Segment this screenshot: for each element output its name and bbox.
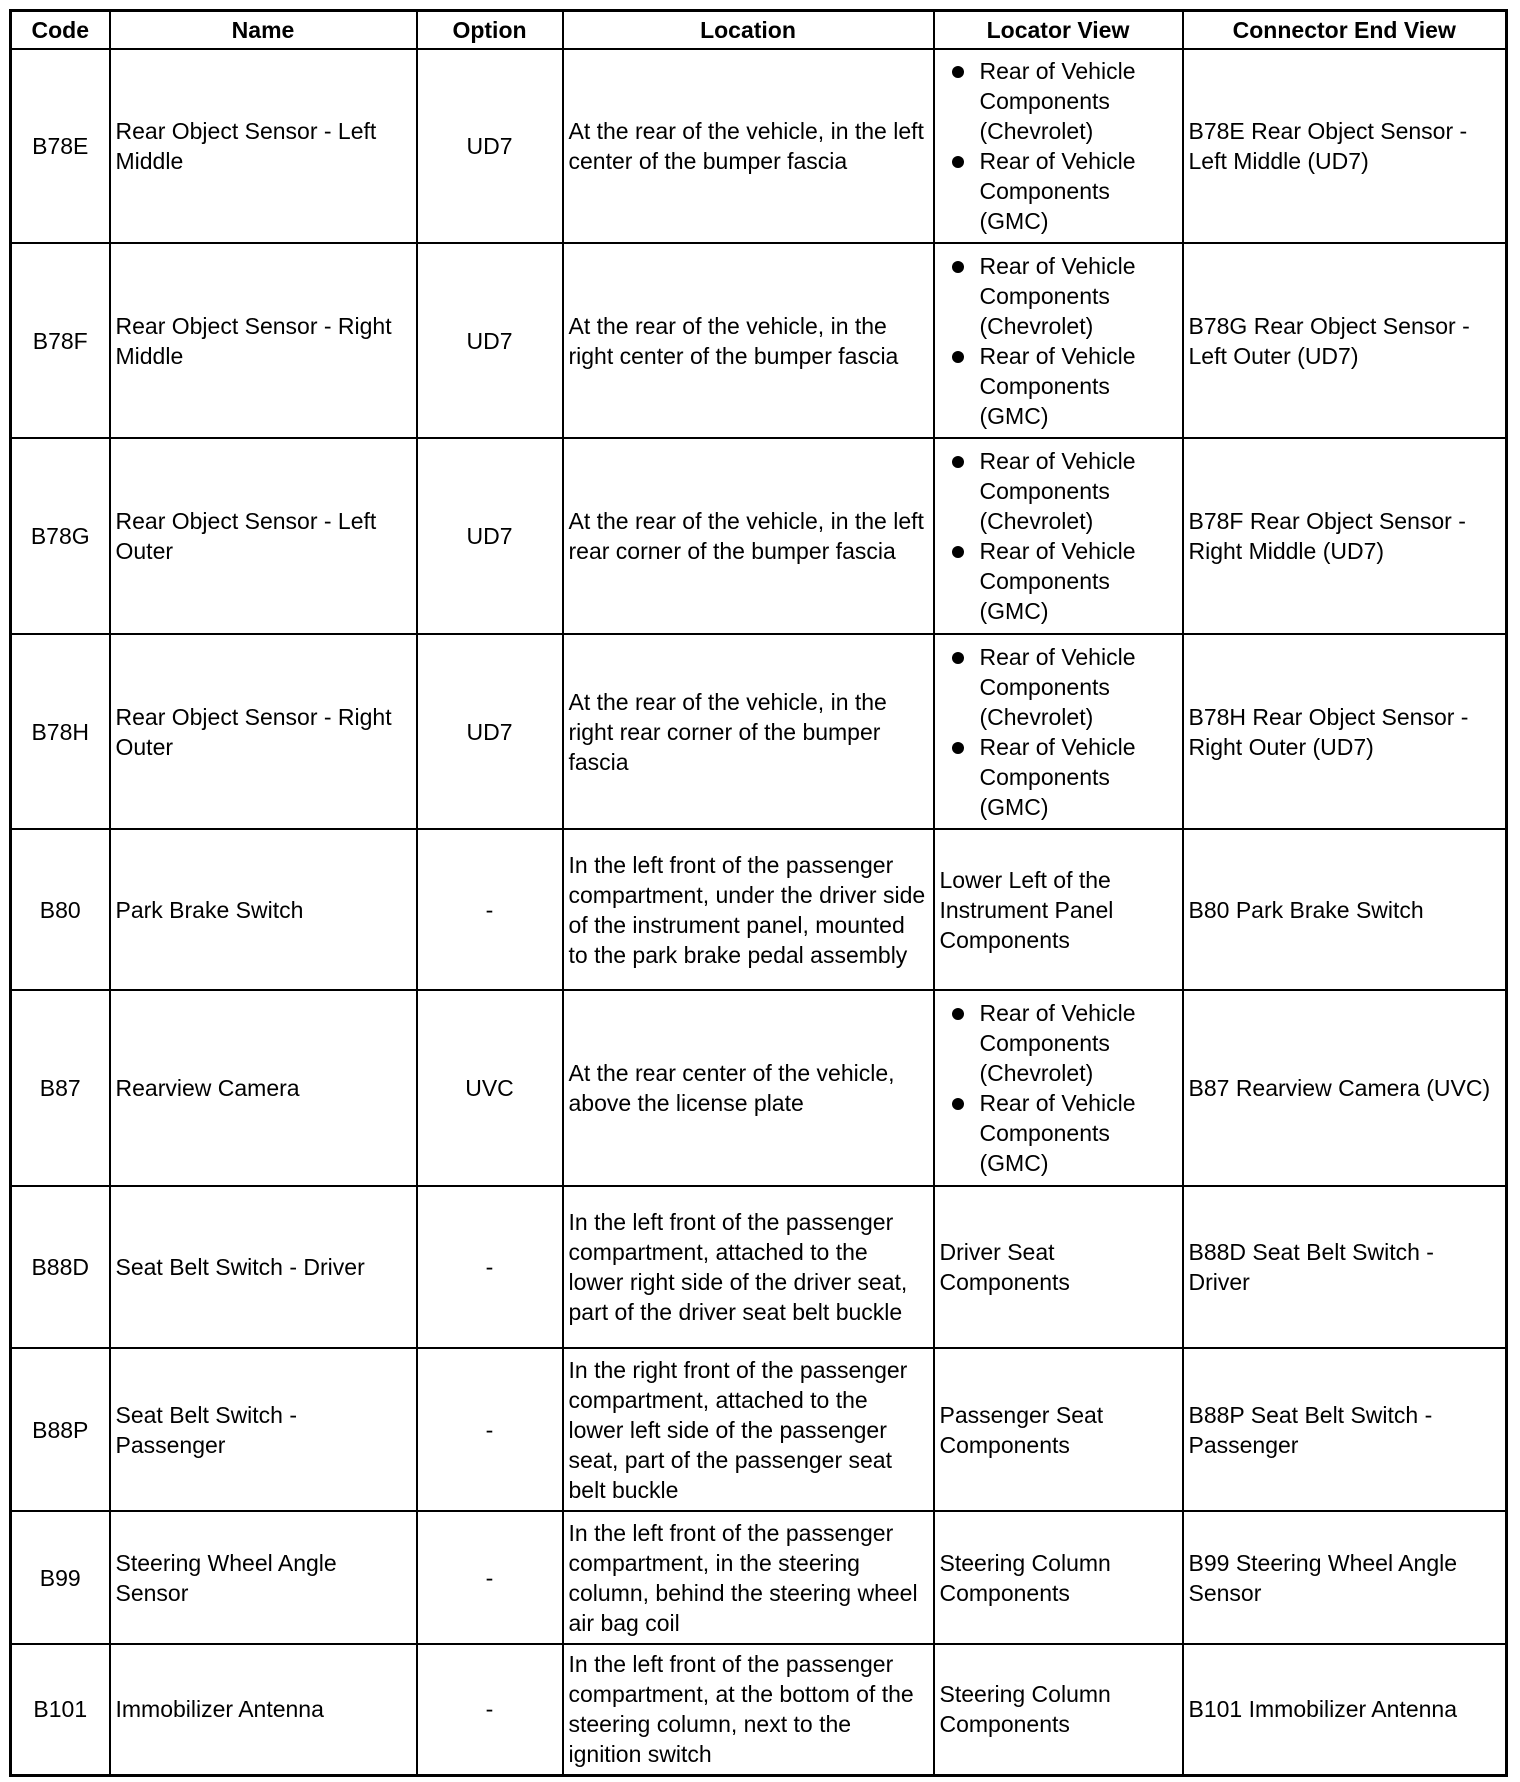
cell-option: - bbox=[417, 1186, 563, 1348]
cell-code: B78H bbox=[11, 634, 110, 829]
cell-option: UD7 bbox=[417, 243, 563, 438]
cell-option: - bbox=[417, 829, 563, 990]
cell-name: Park Brake Switch bbox=[110, 829, 417, 990]
table-row bbox=[11, 1644, 1507, 1775]
cell-connector-end-view[interactable]: B101 Immobilizer Antenna bbox=[1183, 1644, 1507, 1775]
locator-link[interactable]: Rear of Vehicle Components (GMC) bbox=[980, 146, 1177, 236]
header-locator-view: Locator View bbox=[934, 11, 1183, 50]
header-name: Name bbox=[110, 11, 417, 50]
locator-link[interactable]: Rear of Vehicle Components (Chevrolet) bbox=[980, 56, 1177, 146]
table-row bbox=[11, 1511, 1507, 1644]
cell-location: At the rear of the vehicle, in the left rear corner of the bumper fascia bbox=[563, 438, 934, 634]
cell-location: In the left front of the passenger compartment, attached to the lower right side of the driver seat, part of the driver seat belt buckle bbox=[563, 1186, 934, 1348]
table-row bbox=[11, 1348, 1507, 1511]
cell-connector-end-view[interactable]: B88P Seat Belt Switch - Passenger bbox=[1183, 1348, 1507, 1511]
locator-link[interactable]: Rear of Vehicle Components (GMC) bbox=[980, 1088, 1177, 1178]
cell-connector-end-view[interactable]: B78E Rear Object Sensor - Left Middle (UD7) bbox=[1183, 49, 1507, 243]
cell-name: Immobilizer Antenna bbox=[110, 1644, 417, 1775]
locator-link[interactable]: Rear of Vehicle Components (Chevrolet) bbox=[980, 446, 1177, 536]
cell-name: Seat Belt Switch - Driver bbox=[110, 1186, 417, 1348]
cell-option: UD7 bbox=[417, 634, 563, 829]
cell-location: At the rear of the vehicle, in the right rear corner of the bumper fascia bbox=[563, 634, 934, 829]
table-row bbox=[11, 829, 1507, 990]
cell-location: In the left front of the passenger compartment, under the driver side of the instrument panel, mounted to the park brake pedal assembly bbox=[563, 829, 934, 990]
cell-code: B78E bbox=[11, 49, 110, 243]
header-code: Code bbox=[11, 11, 110, 50]
cell-name: Seat Belt Switch - Passenger bbox=[110, 1348, 417, 1511]
locator-link[interactable]: Rear of Vehicle Components (Chevrolet) bbox=[980, 251, 1177, 341]
locator-link[interactable]: Rear of Vehicle Components (GMC) bbox=[980, 732, 1177, 822]
cell-locator-view bbox=[934, 243, 1183, 438]
table-row bbox=[11, 990, 1507, 1186]
cell-connector-end-view[interactable]: B99 Steering Wheel Angle Sensor bbox=[1183, 1511, 1507, 1644]
locator-list bbox=[940, 251, 1177, 431]
locator-link[interactable]: Rear of Vehicle Components (GMC) bbox=[980, 536, 1177, 626]
cell-name: Rear Object Sensor - Left Middle bbox=[110, 49, 417, 243]
cell-option: - bbox=[417, 1511, 563, 1644]
component-locator-table bbox=[9, 9, 1508, 1777]
cell-locator-view[interactable]: Steering Column Components bbox=[934, 1511, 1183, 1644]
cell-connector-end-view[interactable]: B80 Park Brake Switch bbox=[1183, 829, 1507, 990]
cell-code: B78F bbox=[11, 243, 110, 438]
locator-link[interactable]: Rear of Vehicle Components (Chevrolet) bbox=[980, 642, 1177, 732]
cell-code: B88D bbox=[11, 1186, 110, 1348]
header-option: Option bbox=[417, 11, 563, 50]
cell-option: - bbox=[417, 1348, 563, 1511]
locator-list bbox=[940, 446, 1177, 626]
table-row bbox=[11, 1186, 1507, 1348]
cell-option: UD7 bbox=[417, 438, 563, 634]
cell-location: At the rear of the vehicle, in the right center of the bumper fascia bbox=[563, 243, 934, 438]
cell-connector-end-view[interactable]: B88D Seat Belt Switch - Driver bbox=[1183, 1186, 1507, 1348]
cell-code: B101 bbox=[11, 1644, 110, 1775]
cell-location: In the right front of the passenger compartment, attached to the lower left side of the passenger seat, part of the passenger seat belt buckle bbox=[563, 1348, 934, 1511]
cell-code: B80 bbox=[11, 829, 110, 990]
cell-code: B78G bbox=[11, 438, 110, 634]
cell-locator-view[interactable]: Driver Seat Components bbox=[934, 1186, 1183, 1348]
cell-option: UVC bbox=[417, 990, 563, 1186]
table-row bbox=[11, 49, 1507, 243]
header-row bbox=[11, 11, 1507, 50]
table-row bbox=[11, 634, 1507, 829]
cell-name: Rear Object Sensor - Left Outer bbox=[110, 438, 417, 634]
cell-option: UD7 bbox=[417, 49, 563, 243]
locator-link[interactable]: Rear of Vehicle Components (Chevrolet) bbox=[980, 998, 1177, 1088]
locator-list bbox=[940, 56, 1177, 236]
locator-link[interactable]: Rear of Vehicle Components (GMC) bbox=[980, 341, 1177, 431]
cell-location: In the left front of the passenger compartment, in the steering column, behind the steering wheel air bag coil bbox=[563, 1511, 934, 1644]
cell-name: Rearview Camera bbox=[110, 990, 417, 1186]
header-connector-end-view: Connector End View bbox=[1183, 11, 1507, 50]
cell-connector-end-view[interactable]: B78F Rear Object Sensor - Right Middle (UD7) bbox=[1183, 438, 1507, 634]
cell-name: Steering Wheel Angle Sensor bbox=[110, 1511, 417, 1644]
cell-location: In the left front of the passenger compartment, at the bottom of the steering column, next to the ignition switch bbox=[563, 1644, 934, 1775]
cell-locator-view bbox=[934, 438, 1183, 634]
locator-list bbox=[940, 998, 1177, 1178]
header-location: Location bbox=[563, 11, 934, 50]
cell-connector-end-view[interactable]: B87 Rearview Camera (UVC) bbox=[1183, 990, 1507, 1186]
cell-code: B88P bbox=[11, 1348, 110, 1511]
cell-locator-view[interactable]: Steering Column Components bbox=[934, 1644, 1183, 1775]
cell-name: Rear Object Sensor - Right Outer bbox=[110, 634, 417, 829]
cell-connector-end-view[interactable]: B78H Rear Object Sensor - Right Outer (UD7) bbox=[1183, 634, 1507, 829]
table-row bbox=[11, 438, 1507, 634]
cell-locator-view bbox=[934, 49, 1183, 243]
cell-location: At the rear of the vehicle, in the left center of the bumper fascia bbox=[563, 49, 934, 243]
cell-code: B87 bbox=[11, 990, 110, 1186]
cell-locator-view[interactable]: Lower Left of the Instrument Panel Components bbox=[934, 829, 1183, 990]
cell-option: - bbox=[417, 1644, 563, 1775]
table-row bbox=[11, 243, 1507, 438]
locator-list bbox=[940, 642, 1177, 822]
cell-locator-view bbox=[934, 990, 1183, 1186]
cell-locator-view bbox=[934, 634, 1183, 829]
cell-code: B99 bbox=[11, 1511, 110, 1644]
cell-locator-view[interactable]: Passenger Seat Components bbox=[934, 1348, 1183, 1511]
cell-name: Rear Object Sensor - Right Middle bbox=[110, 243, 417, 438]
cell-connector-end-view[interactable]: B78G Rear Object Sensor - Left Outer (UD7) bbox=[1183, 243, 1507, 438]
cell-location: At the rear center of the vehicle, above the license plate bbox=[563, 990, 934, 1186]
